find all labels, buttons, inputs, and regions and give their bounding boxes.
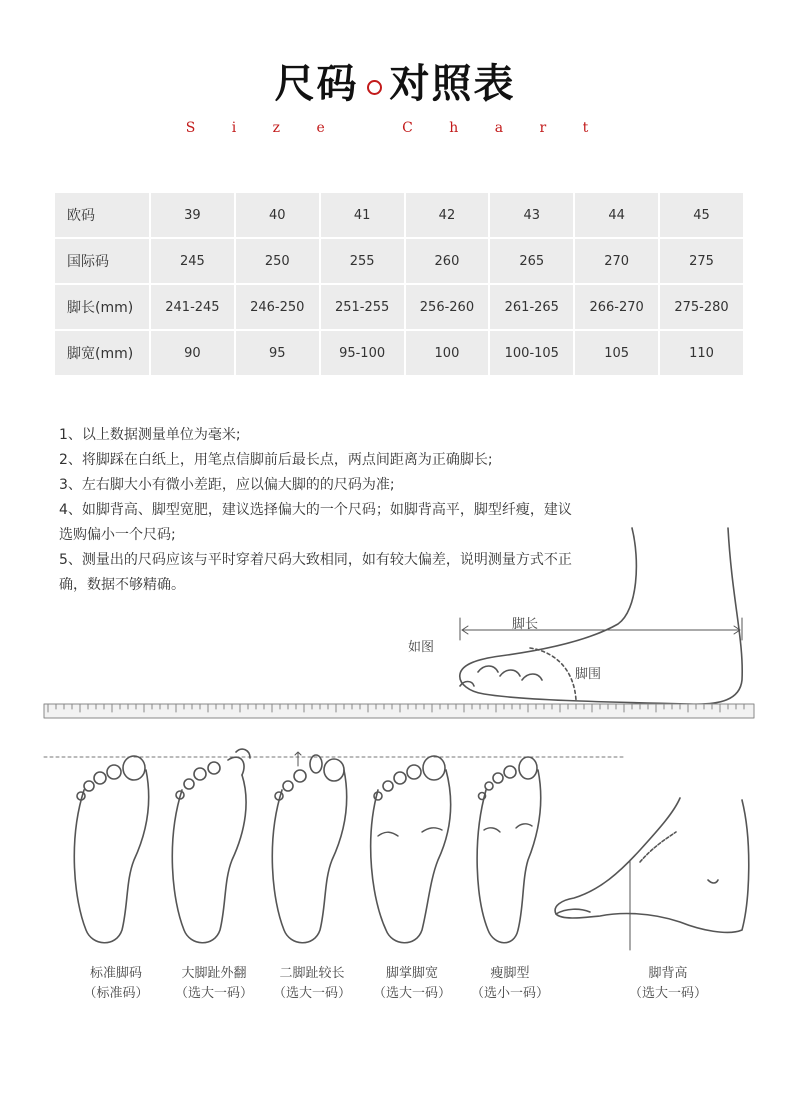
note-item: 1、以上数据测量单位为毫米; — [59, 427, 241, 443]
title-left: 尺码 — [274, 60, 359, 107]
table-cell: 105 — [575, 331, 658, 375]
foot-type-name: 瘦脚型 — [490, 966, 530, 981]
wide-foot-icon — [371, 756, 451, 943]
table-cell: 266-270 — [575, 285, 658, 329]
row-label: 脚长(mm) — [55, 285, 149, 329]
foot-type-caption — [362, 964, 462, 1004]
foot-type-name: 脚掌脚宽 — [385, 966, 438, 981]
table-cell: 241-245 — [151, 285, 234, 329]
foot-type-advice: （选大一码） — [372, 986, 451, 1001]
foot-type-name: 脚背高 — [648, 966, 688, 981]
table-cell: 39 — [151, 193, 234, 237]
table-cell: 40 — [236, 193, 319, 237]
foot-type-caption — [262, 964, 362, 1004]
foot-type-advice: （选大一码） — [272, 986, 351, 1001]
high-instep-foot-icon — [555, 798, 749, 950]
table-cell: 251-255 — [321, 285, 404, 329]
table-cell: 255 — [321, 239, 404, 283]
foot-type-advice: （选大一码） — [174, 986, 253, 1001]
row-label: 脚宽(mm) — [55, 331, 149, 375]
table-cell: 95-100 — [321, 331, 404, 375]
table-cell: 256-260 — [406, 285, 489, 329]
foot-length-label: 脚长 — [512, 617, 539, 632]
note-item: 5、测量出的尺码应该与平时穿着尺码大致相同，如有较大偏差，说明测量方式不正确，数据不够精确。 — [59, 552, 572, 593]
foot-type-caption — [460, 964, 560, 1004]
long-second-toe-foot-icon — [272, 752, 346, 943]
foot-type-name: 标准脚码 — [89, 966, 142, 981]
row-label: 国际码 — [55, 239, 149, 283]
table-cell: 246-250 — [236, 285, 319, 329]
table-cell: 43 — [490, 193, 573, 237]
page-subtitle: S i z e C h a r t — [185, 120, 605, 136]
table-cell: 44 — [575, 193, 658, 237]
table-cell: 45 — [660, 193, 743, 237]
foot-type-name: 大脚趾外翻 — [181, 966, 247, 981]
foot-girth-label: 脚围 — [575, 667, 602, 682]
table-cell: 265 — [490, 239, 573, 283]
foot-type-advice: （选小一码） — [470, 986, 549, 1001]
slim-foot-icon — [477, 757, 541, 943]
foot-type-advice: （选大一码） — [628, 986, 707, 1001]
note-item: 4、如脚背高、脚型宽肥，建议选择偏大的一个尺码；如脚背高平，脚型纤瘦，建议选购偏小一个尺码; — [59, 502, 572, 543]
table-cell: 95 — [236, 331, 319, 375]
example-label: 如图 — [408, 640, 435, 655]
table-cell: 41 — [321, 193, 404, 237]
foot-type-caption — [164, 964, 264, 1004]
table-cell: 100 — [406, 331, 489, 375]
note-item: 3、左右脚大小有微小差距，应以偏大脚的的尺码为准; — [59, 477, 395, 493]
table-cell: 42 — [406, 193, 489, 237]
foot-type-name: 二脚趾较长 — [279, 966, 345, 981]
ruler-icon — [44, 704, 754, 718]
row-label: 欧码 — [55, 193, 149, 237]
table-cell: 261-265 — [490, 285, 573, 329]
table-cell: 90 — [151, 331, 234, 375]
table-cell: 270 — [575, 239, 658, 283]
table-cell: 245 — [151, 239, 234, 283]
foot-type-advice: （标准码） — [83, 986, 149, 1001]
table-cell: 260 — [406, 239, 489, 283]
title-right: 对照表 — [389, 60, 516, 107]
table-cell: 110 — [660, 331, 743, 375]
foot-type-caption — [66, 964, 166, 1004]
table-cell: 275-280 — [660, 285, 743, 329]
foot-type-caption — [618, 964, 718, 1004]
bunion-foot-icon — [172, 749, 250, 943]
table-cell: 250 — [236, 239, 319, 283]
table-cell: 275 — [660, 239, 743, 283]
table-cell: 100-105 — [490, 331, 573, 375]
note-item: 2、将脚踩在白纸上，用笔点信脚前后最长点，两点间距离为正确脚长; — [59, 452, 493, 468]
standard-foot-icon — [74, 756, 148, 943]
